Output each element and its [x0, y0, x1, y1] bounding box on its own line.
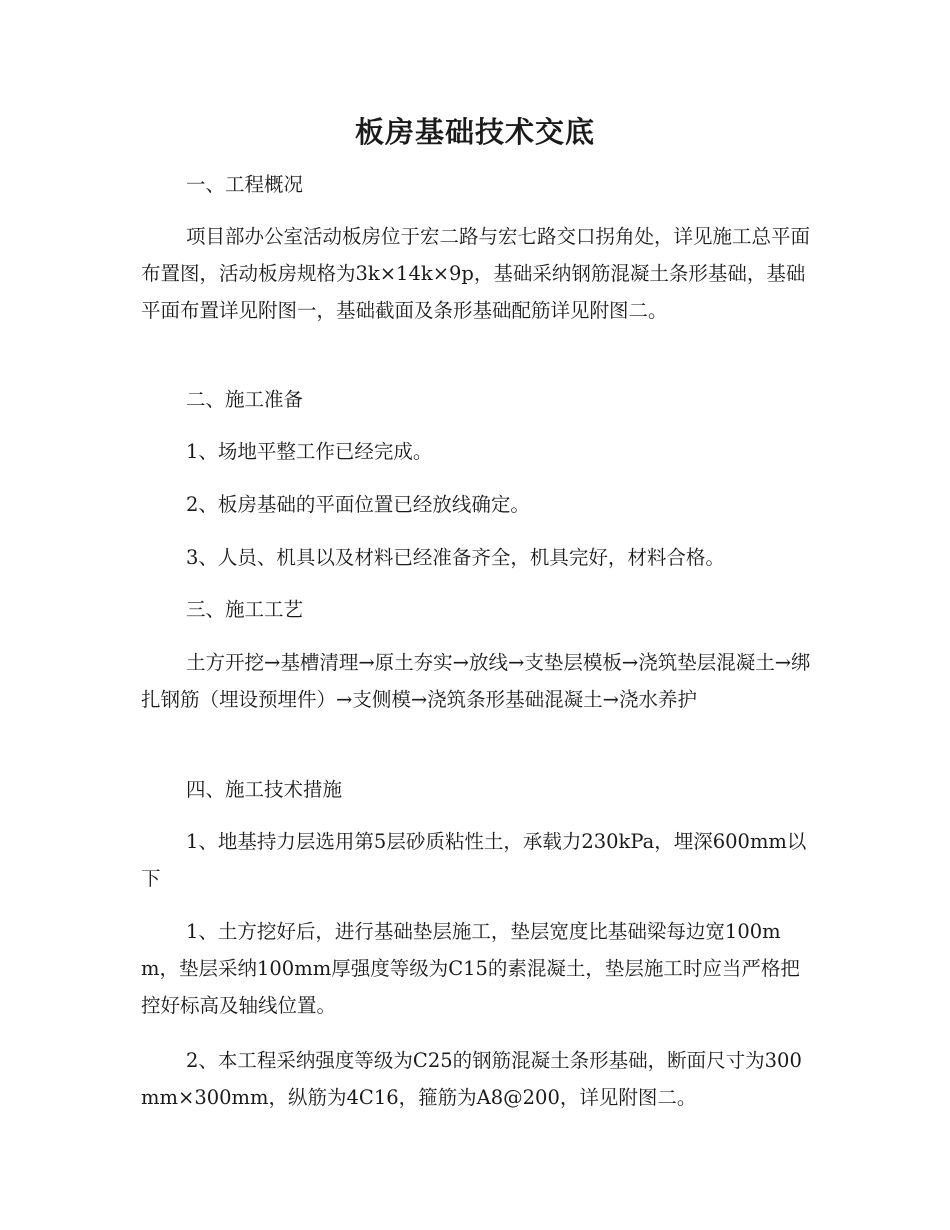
- section-heading-process: 三、施工工艺: [186, 598, 304, 621]
- section-heading-measures: 四、施工技术措施: [186, 778, 343, 801]
- list-item-resources-ready: 3、人员、机具以及材料已经准备齐全，机具完好，材料合格。: [186, 546, 725, 569]
- list-item-strip-foundation: 2、本工程采纳强度等级为C25的钢筋混凝土条形基础，断面尺寸为300mm×300mm，纵筋为4C16，箍筋为A8@200，详见附图二。: [141, 1049, 802, 1109]
- section-heading-overview: 一、工程概况: [186, 173, 304, 196]
- list-item-site-leveling: 1、场地平整工作已经完成。: [186, 440, 433, 463]
- section-heading-preparation: 二、施工准备: [186, 388, 304, 411]
- paragraph-overview: 项目部办公室活动板房位于宏二路与宏七路交口拐角处，详见施工总平面布置图，活动板房规格为3k×14k×9p，基础采纳钢筋混凝土条形基础，基础平面布置详见附图一，基础截面及条形基础配筋详见附图二。: [141, 225, 811, 322]
- list-item-bearing-layer: 1、地基持力层选用第5层砂质粘性土，承载力230kPa，埋深600mm以下: [141, 830, 807, 890]
- list-item-layout-staked: 2、板房基础的平面位置已经放线确定。: [186, 493, 530, 516]
- paragraph-process-flow: 土方开挖→基槽清理→原土夯实→放线→支垫层模板→浇筑垫层混凝土→绑扎钢筋（埋设预埋件）→支侧模→浇筑条形基础混凝土→浇水养护: [141, 651, 811, 711]
- list-item-cushion-layer: 1、土方挖好后，进行基础垫层施工，垫层宽度比基础梁每边宽100mm，垫层采纳100mm厚强度等级为C15的素混凝土，垫层施工时应当严格把控好标高及轴线位置。: [141, 920, 800, 1017]
- document-title: 板房基础技术交底: [354, 115, 595, 149]
